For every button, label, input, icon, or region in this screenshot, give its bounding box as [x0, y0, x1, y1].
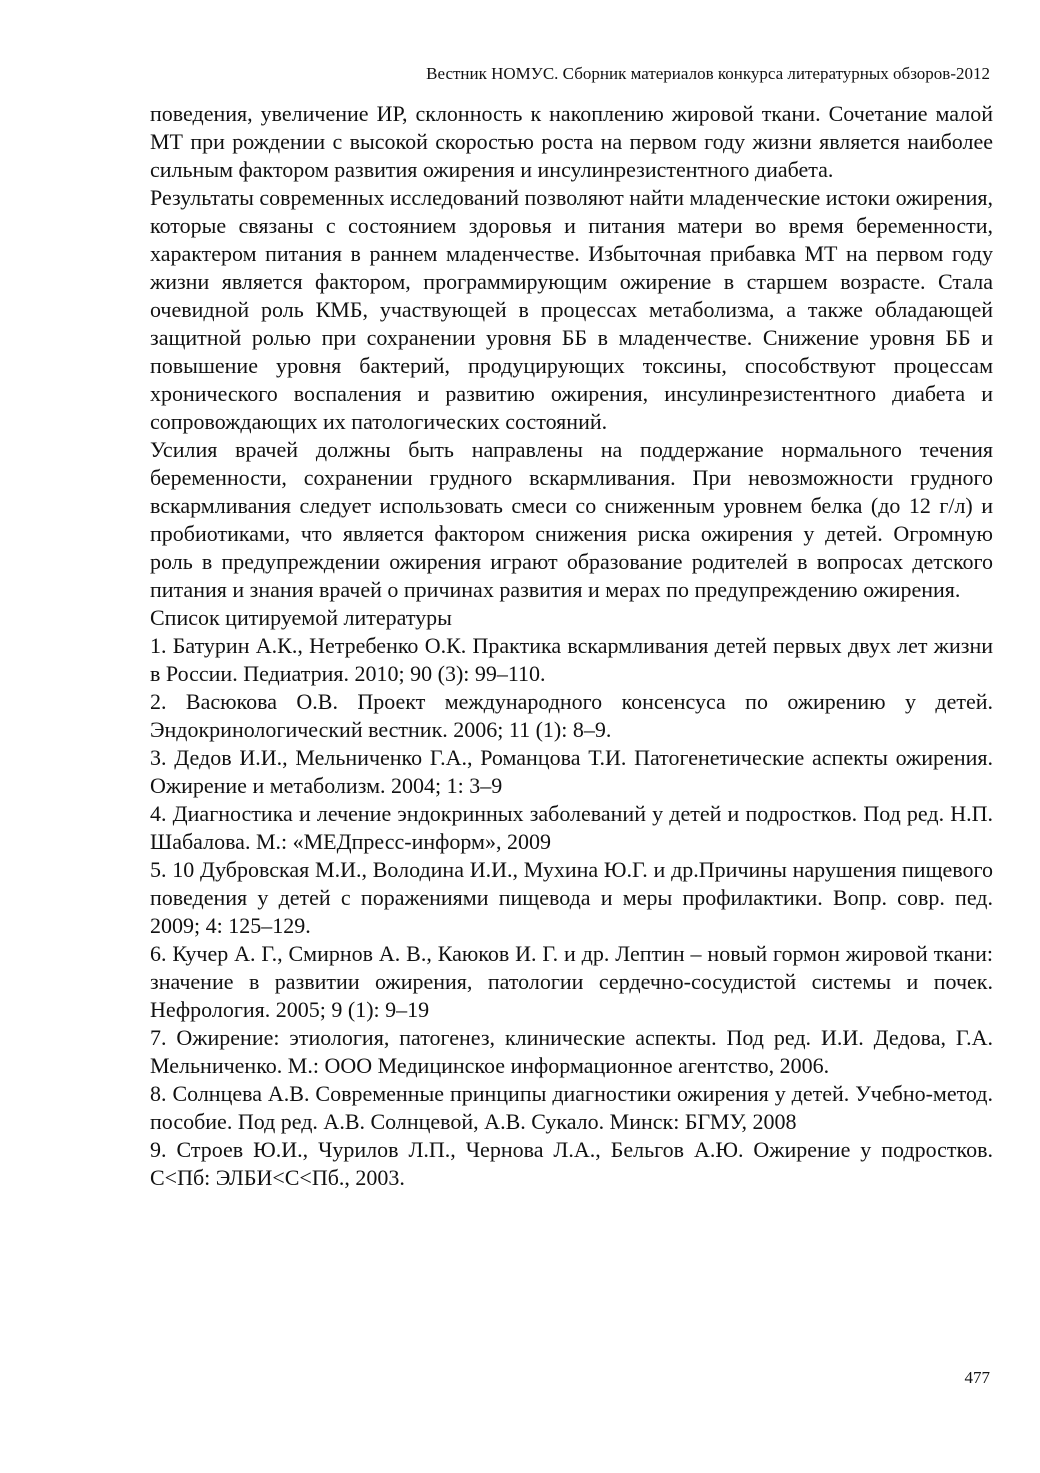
reference-item: 8. Солнцева А.В. Современные принципы диагностики ожирения у детей. Учебно-метод. пособие. Под ред. А.В. Солнцевой, А.В. Сукало. Минск: БГМУ, 2008 — [150, 1081, 993, 1134]
document-body — [150, 100, 993, 1192]
references-heading: Список цитируемой литературы — [150, 605, 452, 630]
reference-item: 9. Строев Ю.И., Чурилов Л.П., Чернова Л.А., Бельгов А.Ю. Ожирение у подростков. С<Пб: ЭЛБИ<С<Пб., 2003. — [150, 1137, 993, 1190]
reference-item: 1. Батурин А.К., Нетребенко О.К. Практика вскармливания детей первых двух лет жизни в России. Педиатрия. 2010; 90 (3): 99–110. — [150, 633, 993, 686]
body-paragraph: поведения, увеличение ИР, склонность к накоплению жировой ткани. Сочетание малой МТ при рождении с высокой скоростью роста на первом году жизни является наиболее сильным фактором развития ожирения и инсулинрезистентного диабета. — [150, 101, 993, 182]
reference-item: 2. Васюкова О.В. Проект международного консенсуса по ожирению у детей. Эндокринологический вестник. 2006; 11 (1): 8–9. — [150, 689, 993, 742]
reference-list — [150, 632, 993, 1192]
body-paragraph: Результаты современных исследований позволяют найти младенческие истоки ожирения, которые связаны с состоянием здоровья и питания матери во время беременности, характером питания в раннем младенчестве. Избыточная прибавка МТ на первом году жизни является фактором, программирующим ожирение в старшем возрасте. Стала очевидной роль КМБ, участвующей в процессах метаболизма, а также обладающей защитной ролью при сохранении уровня ББ в младенчестве. Снижение уровня ББ и повышение уровня бактерий, продуцирующих токсины, способствуют процессам хронического воспаления и развитию ожирения, инсулинрезистентного диабета и сопровождающих их патологических состояний. — [150, 185, 993, 434]
reference-item: 6. Кучер А. Г., Смирнов А. В., Каюков И. Г. и др. Лептин – новый гормон жировой ткани: значение в развитии ожирения, патологии сердечно-сосудистой системы и почек. Нефрология. 2005; 9 (1): 9–19 — [150, 941, 993, 1022]
reference-item: 5. 10 Дубровская М.И., Володина И.И., Мухина Ю.Г. и др.Причины нарушения пищевого поведения у детей с поражениями пищевода и меры профилактики. Вопр. совр. пед. 2009; 4: 125–129. — [150, 857, 993, 938]
reference-item: 4. Диагностика и лечение эндокринных заболеваний у детей и подростков. Под ред. Н.П. Шабалова. М.: «МЕДпресс-информ», 2009 — [150, 801, 993, 854]
running-header: Вестник НОМУС. Сборник материалов конкурса литературных обзоров-2012 — [426, 64, 990, 83]
body-paragraph: Усилия врачей должны быть направлены на поддержание нормального течения беременности, сохранении грудного вскармливания. При невозможности грудного вскармливания следует использовать смеси со сниженным уровнем белка (до 12 г/л) и пробиотиками, что является фактором снижения риска ожирения у детей. Огромную роль в предупреждении ожирения играют образование родителей в вопросах детского питания и знания врачей о причинах развития и мерах по предупреждению ожирения. — [150, 437, 993, 602]
reference-item: 3. Дедов И.И., Мельниченко Г.А., Романцова Т.И. Патогенетические аспекты ожирения. Ожирение и метаболизм. 2004; 1: 3–9 — [150, 745, 993, 798]
page-number: 477 — [964, 1368, 990, 1387]
reference-item: 7. Ожирение: этиология, патогенез, клинические аспекты. Под ред. И.И. Дедова, Г.А. Мельниченко. М.: ООО Медицинское информационное агентство, 2006. — [150, 1025, 993, 1078]
